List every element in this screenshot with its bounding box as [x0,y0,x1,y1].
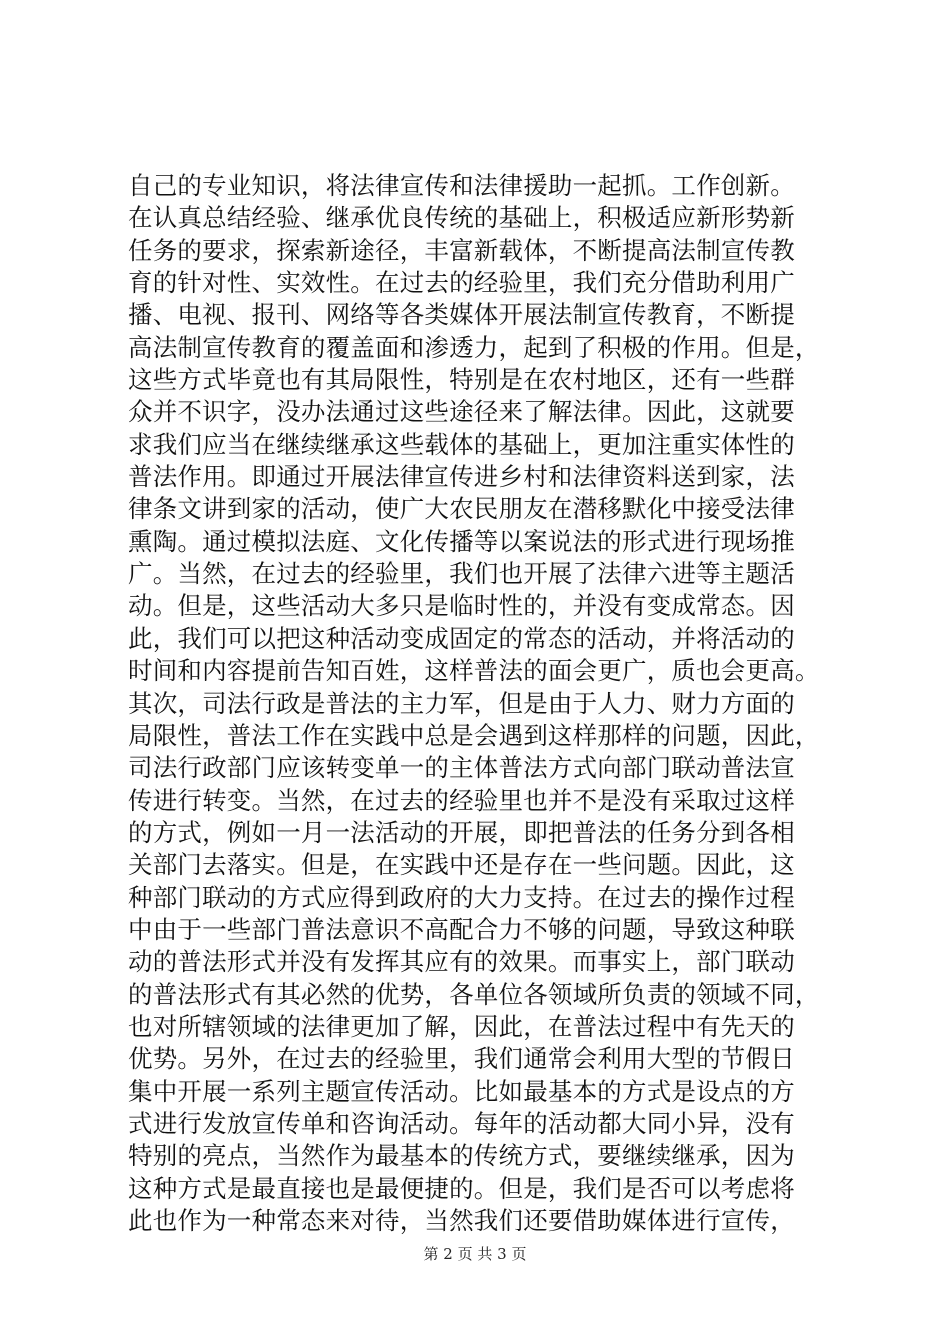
body-line: 此也作为一种常态来对待，当然我们还要借助媒体进行宣传， [128,1206,795,1235]
body-line: 律条文讲到家的活动，使广大农民朋友在潜移默化中接受法律 [128,494,795,524]
body-line: 局限性，普法工作在实践中总是会遇到这样那样的问题，因此， [128,720,820,750]
body-line: 的方式，例如一月一法活动的开展，即把普法的任务分到各相 [128,817,795,847]
body-line: 也对所辖领域的法律更加了解，因此，在普法过程中有先天的 [128,1011,795,1041]
body-line: 的普法形式有其必然的优势，各单位各领域所负责的领域不同， [128,979,820,1009]
body-line: 在认真总结经验、继承优良传统的基础上，积极适应新形势新 [128,203,795,233]
body-line: 求我们应当在继续继承这些载体的基础上，更加注重实体性的 [128,429,795,459]
body-line: 式进行发放宣传单和咨询活动。每年的活动都大同小异，没有 [128,1108,795,1138]
body-line: 育的针对性、实效性。在过去的经验里，我们充分借助利用广 [128,268,795,298]
body-line: 关部门去落实。但是，在实践中还是存在一些问题。因此，这 [128,850,795,880]
page-footer: 第 2 页 共 3 页 [423,1245,527,1263]
body-line: 传进行转变。当然，在过去的经验里也并不是没有采取过这样 [128,785,795,815]
body-line: 司法行政部门应该转变单一的主体普法方式向部门联动普法宣 [128,753,795,783]
body-line: 这些方式毕竟也有其局限性，特别是在农村地区，还有一些群 [128,365,795,395]
body-line: 播、电视、报刊、网络等各类媒体开展法制宣传教育，不断提 [128,300,795,330]
body-line: 种部门联动的方式应得到政府的大力支持。在过去的操作过程 [128,882,795,912]
body-line: 中由于一些部门普法意识不高配合力不够的问题，导致这种联 [128,914,795,944]
body-line: 任务的要求，探索新途径，丰富新载体，不断提高法制宣传教 [128,235,795,265]
body-line: 动。但是，这些活动大多只是临时性的，并没有变成常态。因 [128,591,795,621]
body-line: 特别的亮点，当然作为最基本的传统方式，要继续继承，因为 [128,1141,795,1171]
body-line: 时间和内容提前告知百姓，这样普法的面会更广，质也会更高。 [128,656,820,686]
body-line: 广。当然，在过去的经验里，我们也开展了法律六进等主题活 [128,559,795,589]
body-line: 此，我们可以把这种活动变成固定的常态的活动，并将活动的 [128,623,795,653]
body-line: 动的普法形式并没有发挥其应有的效果。而事实上，部门联动 [128,947,795,977]
body-line: 这种方式是最直接也是最便捷的。但是，我们是否可以考虑将 [128,1173,795,1203]
body-line: 高法制宣传教育的覆盖面和渗透力，起到了积极的作用。但是， [128,332,820,362]
body-line: 其次，司法行政是普法的主力军，但是由于人力、财力方面的 [128,688,795,718]
body-line: 优势。另外，在过去的经验里，我们通常会利用大型的节假日 [128,1044,795,1074]
body-line: 众并不识字，没办法通过这些途径来了解法律。因此，这就要 [128,397,795,427]
document-body [128,170,848,1237]
body-line: 熏陶。通过模拟法庭、文化传播等以案说法的形式进行现场推 [128,526,795,556]
body-line: 集中开展一系列主题宣传活动。比如最基本的方式是设点的方 [128,1076,795,1106]
body-line: 普法作用。即通过开展法律宣传进乡村和法律资料送到家，法 [128,462,795,492]
body-line: 自己的专业知识，将法律宣传和法律援助一起抓。工作创新。 [128,171,795,200]
